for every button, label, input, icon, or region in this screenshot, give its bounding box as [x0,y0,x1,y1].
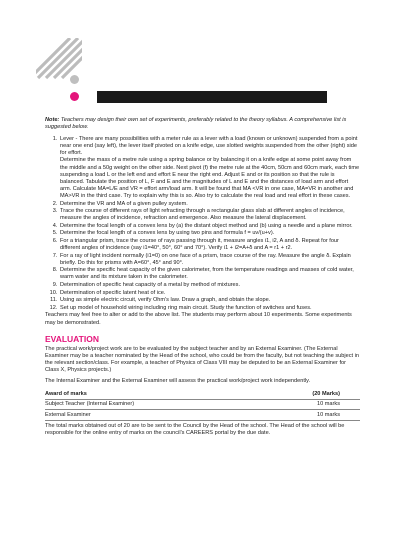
experiment-text: Determination of specific heat capacity of a metal by method of mixtures. [60,282,241,289]
experiment-item [59,230,360,237]
table-row [45,389,360,399]
experiment-text: Determination of specific latent heat of ice. [60,289,166,296]
table-row [45,399,360,410]
experiment-list [45,136,360,312]
experiment-item [59,282,360,289]
experiment-text: For a ray of light incident normally (i1=0) on one face of a prism, trace course of the ray. Measure the angle δ. Explain briefly. Do this for prisms with A=60°, 45° and 90°. [60,252,351,266]
evaluation-paragraph-3: The total marks obtained out of 20 are to be sent to the Council by the Head of the school. The Head of the school will be responsible for the online entry of marks on the council's CAREERS portal by the due date. [45,422,345,436]
table-cell-value: 10 marks [250,410,360,421]
experiment-text: Trace the course of different rays of light refracting through a rectangular glass slab at different angles of incidence, measure the angles of incidence, refraction and emergence. Also measure the lateral displacement. [60,208,345,222]
experiment-text: Determine the specific heat capacity of the given calorimeter, from the temperature readings and masses of cold water, warm water and its mixture taken in the calorimeter. [60,267,354,281]
experiment-text: Lever - There are many possibilities with a meter rule as a lever with a load (known or unknown) suspended from a point near one end (say left), the lever itself pivoted on a knife edge, use slotted weights suspended from the other (right) side for effort. [60,136,358,157]
after-list-text: Teachers may feel free to alter or add to the above list. The students may perform about 10 experiments. Some experiments may be demonstrated. [45,312,352,326]
experiment-item [59,208,360,222]
note-text: Teachers may design their own set of experiments, preferably related to the theory syllabus. A comprehensive list is suggested below. [45,117,347,131]
table-cell-label: External Examiner [45,410,250,421]
experiment-item [59,136,360,200]
experiment-text: Set up model of household wiring including ring main circuit. Study the function of switches and fuses. [60,304,312,311]
experiment-text: Determine the focal length of a convex lens by using two pins and formula f = uv/(u+v). [60,230,275,237]
decorative-stripes [36,38,82,80]
table-cell-value: 10 marks [250,399,360,410]
experiment-item [59,201,360,208]
experiment-item [59,238,360,252]
evaluation-paragraph-1: The practical work/project work are to be evaluated by the subject teacher and by an External Examiner. (The External Examiner may be a teacher nominated by the Head of the school, who could be from the faculty, but not teaching the subject in the relevant section/class. For example, a teacher of Physics of Class VIII may be deputed to be an External Examiner for Class X, Physics projects.) [45,345,359,373]
experiment-item [59,267,360,281]
experiment-item [59,290,360,297]
experiment-item [59,223,360,230]
table-row [45,410,360,421]
note [45,117,360,131]
experiment-item [59,305,360,312]
page-content [45,117,360,441]
table-cell-label: Subject Teacher (Internal Examiner) [45,399,250,410]
experiment-item [59,297,360,304]
decorative-gray-dot [70,75,79,84]
note-label: Note: [45,117,60,123]
experiment-text: Determine the VR and MA of a given pulley system. [60,200,188,207]
lever-detail: Determine the mass of a metre rule using a spring balance or by balancing it on a knife edge at some point away from the middle and a 50g weight on the other side. Next pivot (f) the metre rule at the 40cm, 50cm and 60cm mark, each time suspending a load L or the left end and effort E near the right end. Adjust E and or its position so that the rule is balanced. Tabulate the position of L, F and E and the magnitudes of L and E and the distances of load arm and effort arm. Calculate MA=L/E and VR = effort arm/load arm. It will be found that MA <VR in one case, MA=VR in another and MA>VR in the third case. Try to explain why this is so. Also try to calculate the real load and real effort in these cases. [60,157,360,199]
evaluation-heading: EVALUATION [45,333,99,344]
table-cell-label: Award of marks [45,389,250,399]
decorative-pink-dot [70,92,79,101]
experiment-item [59,253,360,267]
experiment-text: For a triangular prism, trace the course of rays passing through it, measure angles i1, i2, A and δ. Repeat for four different angles of incidence (say i1=40°, 50°, 60° and 70°). Verify i1 + i2=A+δ and A = r1 + r2. [60,238,339,252]
evaluation-paragraph-2: The Internal Examiner and the External Examiner will assess the practical work/project work independently. [45,378,311,384]
experiment-text: Using as simple electric circuit, verify Ohm's law. Draw a graph, and obtain the slope. [60,297,271,304]
header-bar [97,91,327,103]
table-cell-value: (20 Marks) [250,389,360,399]
marks-table [45,389,360,421]
experiment-text: Determine the focal length of a convex lens by (a) the distant object method and (b) using a needle and a plane mirror. [60,222,353,229]
